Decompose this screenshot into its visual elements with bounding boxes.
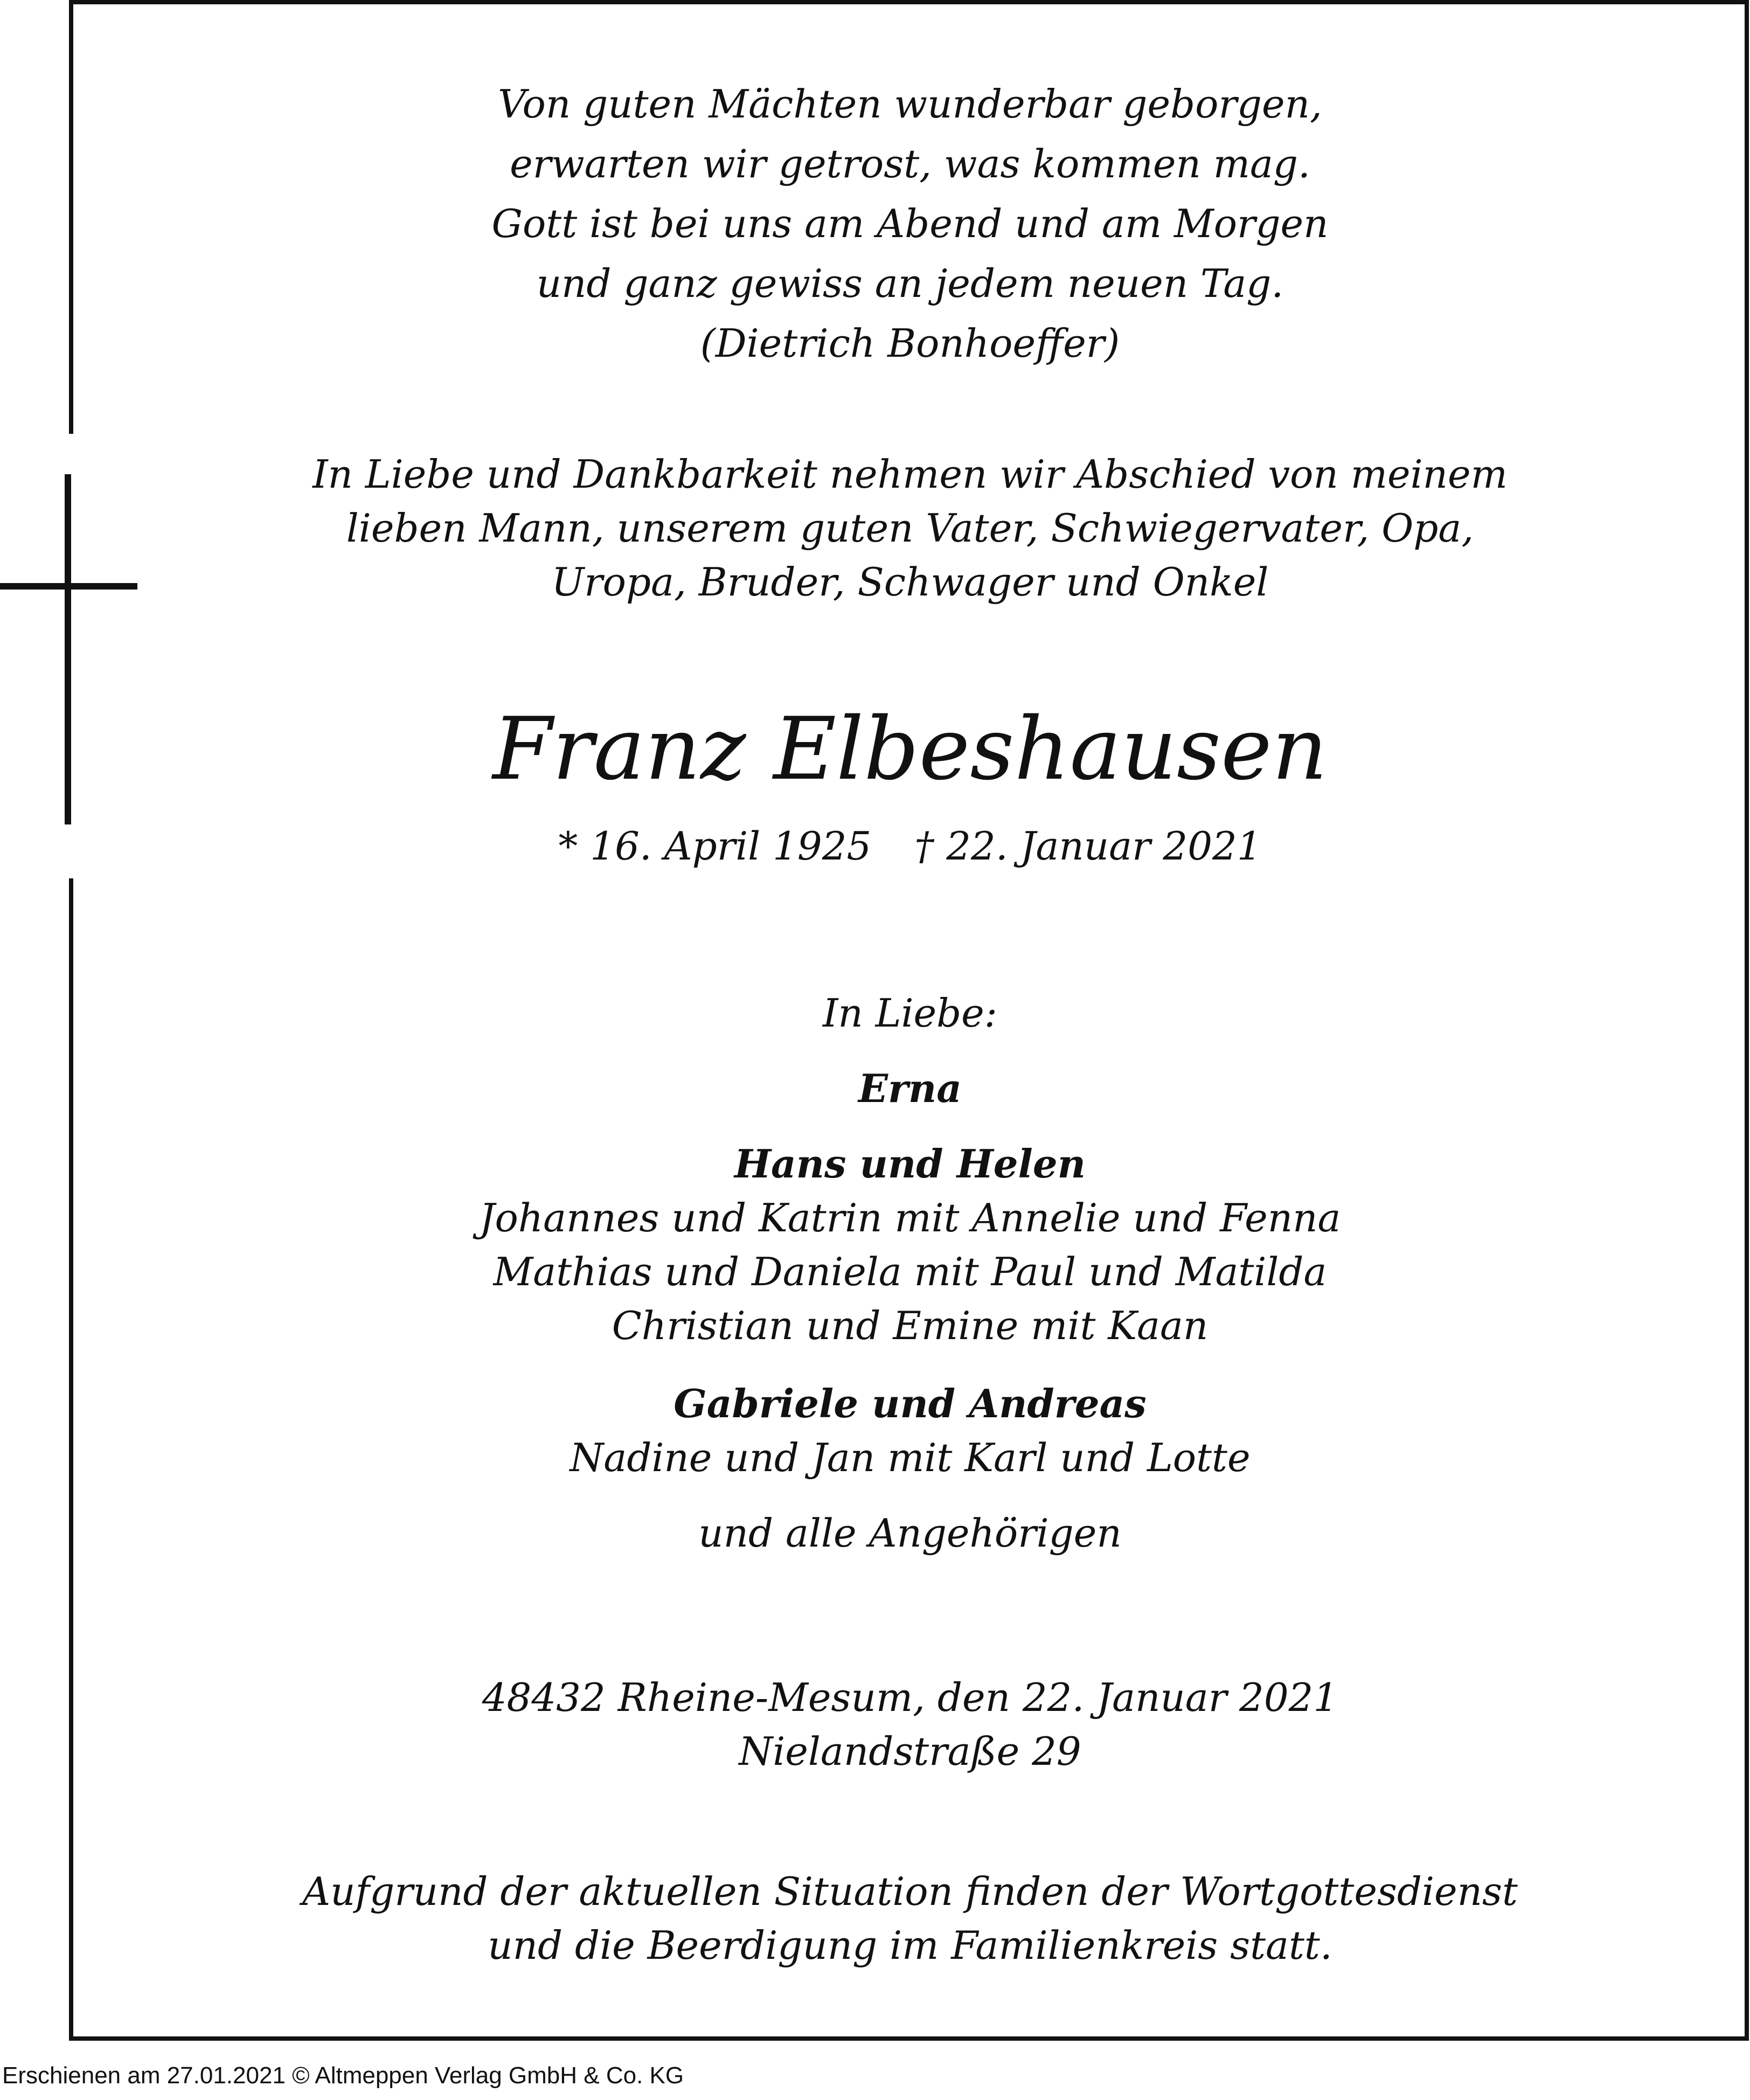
poem-line: Gott ist bei uns am Abend und am Morgen	[491, 201, 1329, 246]
address-street: Nielandstraße 29	[739, 1729, 1081, 1774]
family-group-name: Hans und Helen	[734, 1141, 1086, 1187]
poem-line: Von guten Mächten wunderbar geborgen,	[498, 81, 1322, 127]
poem-line: erwarten wir getrost, was kommen mag.	[510, 141, 1310, 186]
family-group	[75, 1137, 1745, 1353]
publication-footer: Erschienen am 27.01.2021 © Altmeppen Verlag GmbH & Co. KG	[2, 2062, 684, 2089]
family-member-line: Nadine und Jan mit Karl und Lotte	[570, 1435, 1251, 1480]
intro-line: lieben Mann, unserem guten Vater, Schwiegervater, Opa,	[346, 505, 1474, 551]
intro-line: In Liebe und Dankbarkeit nehmen wir Abschied von meinem	[313, 452, 1508, 497]
relatives-line: und alle Angehörigen	[698, 1510, 1122, 1556]
death-date: † 22. Januar 2021	[914, 823, 1262, 869]
address-place-date: 48432 Rheine-Mesum, den 22. Januar 2021	[482, 1675, 1338, 1720]
family-group-name: Gabriele und Andreas	[673, 1381, 1147, 1426]
funeral-notice	[75, 1865, 1745, 1972]
family-member-line: Christian und Emine mit Kaan	[612, 1303, 1209, 1348]
intro-line: Uropa, Bruder, Schwager und Onkel	[551, 559, 1269, 605]
notice-line: und die Beerdigung im Familienkreis statt.	[488, 1923, 1332, 1968]
life-dates	[75, 819, 1745, 873]
deceased-name: Franz Elbeshausen	[492, 698, 1328, 799]
address	[75, 1671, 1745, 1778]
frame-right-border	[1745, 0, 1749, 2041]
poem-line: und ganz gewiss an jedem neuen Tag.	[536, 261, 1284, 306]
poem-author: (Dietrich Bonhoeffer)	[700, 321, 1120, 366]
poem-quote	[75, 74, 1745, 373]
family-heading: In Liebe:	[822, 990, 998, 1036]
family-group	[75, 1377, 1745, 1485]
family-member-line: Johannes und Katrin mit Annelie und Fenna	[479, 1195, 1341, 1240]
family-member-line: Mathias und Daniela mit Paul und Matilda	[493, 1249, 1327, 1294]
birth-date: * 16. April 1925	[558, 823, 872, 869]
spouse-name: Erna	[858, 1065, 962, 1111]
frame-bottom-border	[69, 2036, 1749, 2041]
notice-line: Aufgrund der aktuellen Situation finden der Wortgottesdienst	[302, 1869, 1518, 1914]
frame-top-border	[69, 0, 1748, 4]
frame-left-border-lower	[69, 878, 73, 2041]
intro-text	[75, 447, 1745, 609]
